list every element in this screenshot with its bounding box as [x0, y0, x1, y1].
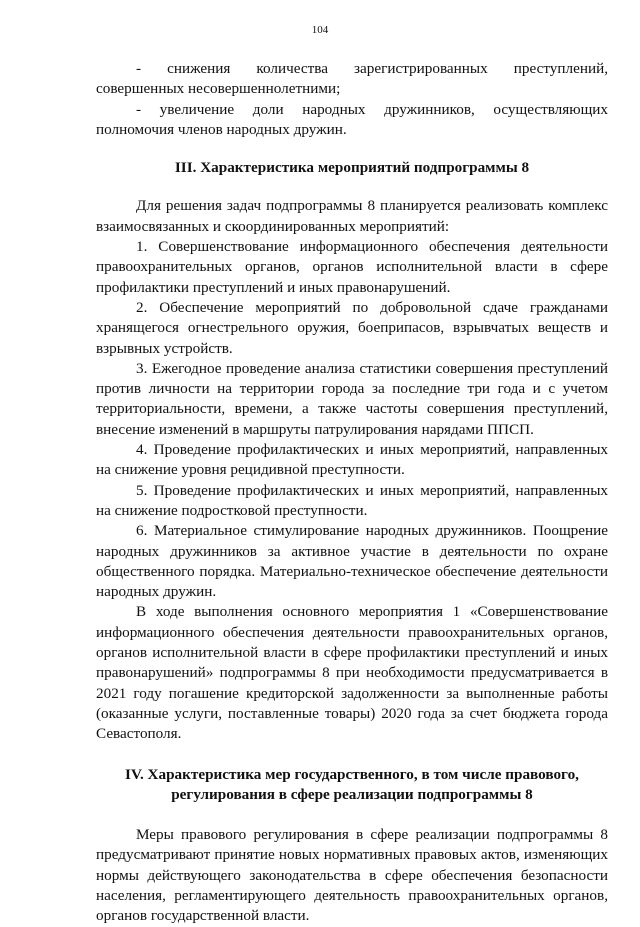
- list-item: 6. Материальное стимулирование народных дружинников. Поощрение народных дружинников за активное участие в деятельности по охране общественного порядка. Материально-техническое обеспечение деятельности народных дружин.: [96, 522, 608, 601]
- section-heading-line: IV. Характеристика мер государственного, в том числе правового,: [125, 765, 579, 783]
- closing-paragraph: В ходе выполнения основного мероприятия 1 «Совершенствование информационного обеспечения деятельности правоохранительных органов, органов исполнительной власти в сфере профилактики преступлений и иных правонарушений» подпрограммы 8 при необходимости предусматривается в 2021 году погашение кредиторской задолженности за выполненные работы (оказанные услуги, поставленные товары) 2020 года за счет бюджета города Севастополя.: [96, 603, 608, 743]
- section-intro: Для решения задач подпрограммы 8 планируется реализовать комплекс взаимосвязанных и скоординированных мероприятий:: [96, 197, 608, 235]
- list-item: 3. Ежегодное проведение анализа статистики совершения преступлений против личности на территории города за последние три года и с учетом территориальности, времени, а также частоты совершения преступлений, внесение изменений в маршруты патрулирования нарядами ППСП.: [96, 359, 608, 438]
- section-heading-line: регулирования в сфере реализации подпрограммы 8: [171, 785, 533, 803]
- body-paragraph: Меры правового регулирования в сфере реализации подпрограммы 8 предусматривают принятие новых нормативных правовых актов, изменяющих нормы действующего законодательства в сфере обеспечения безопасности населения, регламентирующего деятельность правоохранительных органов, органов государственной власти.: [96, 826, 608, 925]
- list-item: 1. Совершенствование информационного обеспечения деятельности правоохранительных органов, органов исполнительной власти в сфере профилактики преступлений и иных правонарушений.: [96, 238, 608, 296]
- list-item: 4. Проведение профилактических и иных мероприятий, направленных на снижение уровня рецидивной преступности.: [96, 441, 608, 479]
- list-item: - увеличение доли народных дружинников, осуществляющих полномочия членов народных дружин.: [96, 100, 608, 138]
- list-item: 2. Обеспечение мероприятий по добровольной сдаче гражданами хранящегося огнестрельного оружия, боеприпасов, взрывчатых веществ и взрывных устройств.: [96, 298, 608, 357]
- list-item: 5. Проведение профилактических и иных мероприятий, направленных на снижение подростковой преступности.: [96, 481, 608, 519]
- section-heading: III. Характеристика мероприятий подпрограммы 8: [174, 159, 530, 177]
- list-item: - снижения количества зарегистрированных преступлений, совершенных несовершеннолетними;: [96, 60, 608, 98]
- page-number: 104: [311, 24, 329, 36]
- page-content: [96, 59, 608, 927]
